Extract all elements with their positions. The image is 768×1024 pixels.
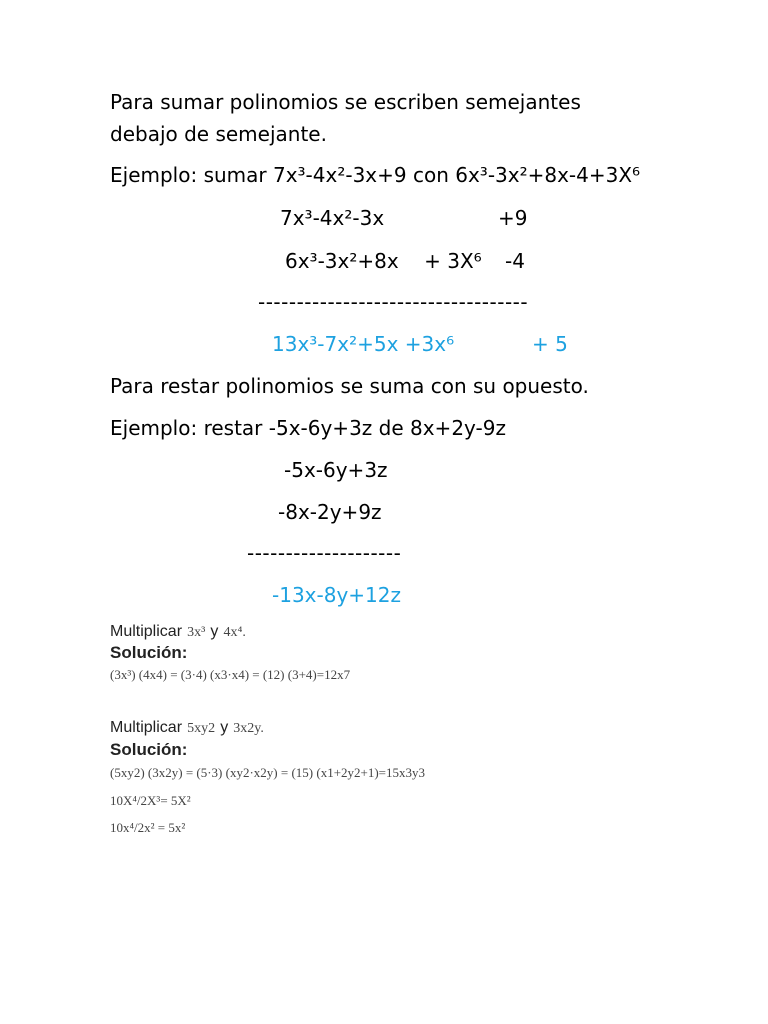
div-line-1: 10X⁴/2X³= 5X²	[110, 793, 191, 808]
suma-result-const: + 5	[532, 332, 568, 356]
suma-result-terms: 13x³-7x²+5x +3x⁶	[272, 332, 455, 356]
mult2-factor-a: 5xy2	[187, 721, 216, 736]
mult2-work: (5xy2) (3x2y) = (5·3) (xy2·x2y) = (15) (x1+2y2+1)=15x3y3	[110, 765, 426, 780]
mult2-y: y	[220, 719, 229, 736]
mult2-word: Multiplicar	[110, 719, 183, 736]
mult2-factor-b: 3x2y.	[233, 721, 264, 736]
suma-intro-line-2: debajo de semejante.	[110, 122, 327, 146]
mult1-factor-b: 4x⁴.	[223, 625, 246, 640]
resta-example: Ejemplo: restar -5x-6y+3z de 8x+2y-9z	[110, 416, 506, 440]
suma-example: Ejemplo: sumar 7x³-4x²-3x+9 con 6x³-3x²+8x-4+3X⁶	[110, 163, 641, 187]
suma-separator: -----------------------------------	[258, 290, 529, 314]
resta-separator: --------------------	[247, 541, 402, 565]
resta-row1: -5x-6y+3z	[284, 458, 388, 482]
resta-intro: Para restar polinomios se suma con su opuesto.	[110, 374, 589, 398]
mult1-y: y	[210, 623, 219, 640]
mult1-factor-a: 3x³	[187, 625, 206, 640]
suma-row1-const: +9	[498, 206, 528, 230]
suma-row1-terms: 7x³-4x²-3x	[280, 206, 385, 230]
mult1-word: Multiplicar	[110, 623, 183, 640]
suma-row2-terms: 6x³-3x²+8x + 3X⁶	[285, 249, 482, 273]
mult2-solucion-label: Solución:	[110, 740, 188, 759]
div-line-2: 10x⁴/2x² = 5x²	[110, 820, 186, 835]
resta-result: -13x-8y+12z	[272, 583, 401, 607]
suma-row2-const: -4	[505, 249, 525, 273]
suma-intro-line-1: Para sumar polinomios se escriben semejantes	[110, 90, 581, 114]
mult1-work: (3x³) (4x4) = (3·4) (x3·x4) = (12) (3+4)=12x7	[110, 667, 351, 682]
resta-row2: -8x-2y+9z	[278, 500, 382, 524]
mult1-heading	[110, 621, 246, 641]
mult1-solucion-label: Solución:	[110, 643, 188, 662]
mult2-heading	[110, 717, 264, 737]
